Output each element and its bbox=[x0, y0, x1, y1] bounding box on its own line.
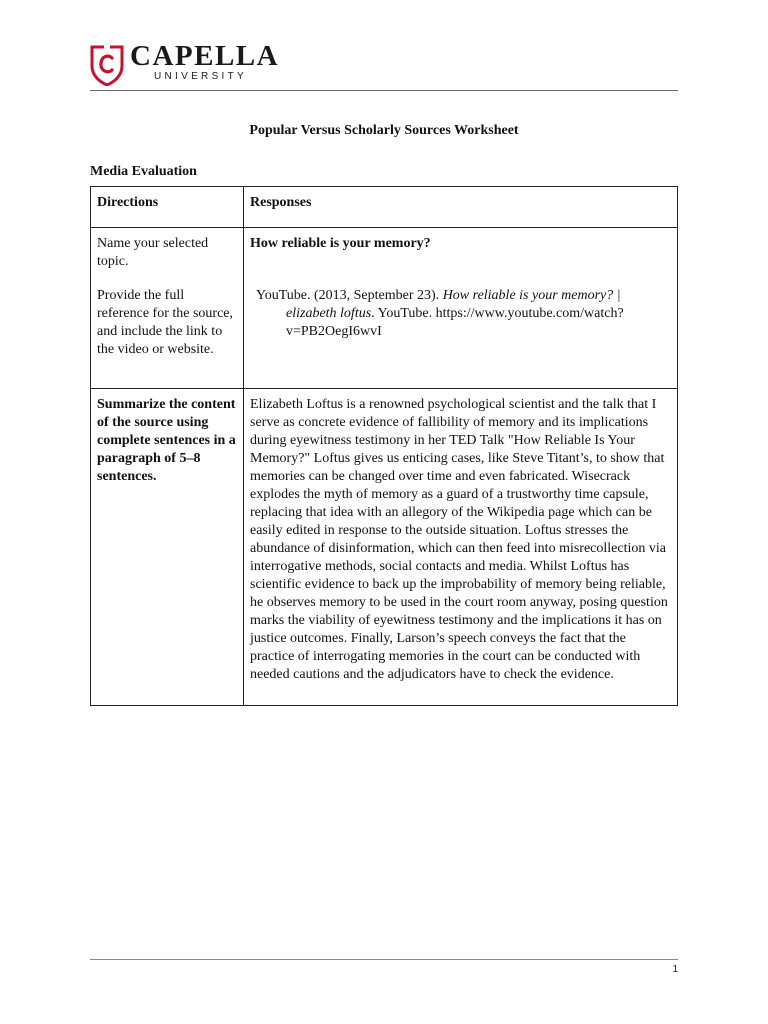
reference-suffix: . YouTube. https://www.youtube.com/watch?v=PB2OegI6wvI bbox=[286, 306, 624, 339]
footer-divider bbox=[90, 959, 678, 960]
document-title: Popular Versus Scholarly Sources Worksheet bbox=[249, 123, 519, 138]
logo-subtitle: UNIVERSITY bbox=[154, 71, 248, 82]
reference-prefix: YouTube. (2013, September 23). bbox=[256, 288, 443, 303]
page-header bbox=[90, 40, 678, 91]
summary-paragraph: Elizabeth Loftus is a renowned psychological scientist and the talk that I serve as concrete evidence of fallibility of memory and its implications during eyewitness testimony in her TED Talk "How Reliable Is Your Memory?" Loftus gives us enticing cases, like Steve Titant’s, to show that memories can be changed over time and even fabricated. Wisecrack explodes the myth of memory as a guard of a trustworthy time capsule, replacing that idea with an allegory of the Wikipedia page which can be easily edited in response to the outside situation. Loftus stresses the abundance of disinformation, which can then feed into misrecollection via interrogative methods, social contacts and media. Whilst Loftus has scientific evidence to back up the improbability of memory being reliable, he observes memory to be used in the court room anyway, posing question marks the viability of eyewitness testimony and the implications it has on justice outcomes. Finally, Larson’s speech conveys the fact that the practice of interrogating memories in the court can be conducted with needed cautions and the adjudicators have to check the evidence. bbox=[250, 397, 668, 682]
table-header-row bbox=[91, 187, 678, 228]
selected-topic: How reliable is your memory? bbox=[250, 236, 431, 251]
table-row bbox=[91, 228, 678, 389]
header-responses: Responses bbox=[244, 187, 678, 228]
logo-name: CAPELLA bbox=[130, 40, 280, 72]
direction-summary: Summarize the content of the source using complete sentences in a paragraph of 5–8 sentences. bbox=[91, 389, 244, 706]
reference-text bbox=[256, 287, 671, 341]
reference-title: How reliable is your memory? | elizabeth loftus bbox=[286, 288, 621, 321]
direction-topic: Name your selected topic. bbox=[97, 236, 209, 269]
response-cell bbox=[244, 228, 678, 389]
direction-reference: Provide the full reference for the source, and include the link to the video or website. bbox=[97, 288, 234, 357]
section-heading: Media Evaluation bbox=[90, 164, 197, 179]
directions-cell bbox=[91, 228, 244, 389]
capella-shield-icon bbox=[90, 44, 124, 86]
summary-cell bbox=[244, 389, 678, 706]
media-evaluation-table bbox=[90, 186, 678, 706]
header-directions: Directions bbox=[91, 187, 244, 228]
page-number: 1 bbox=[672, 964, 678, 975]
table-row bbox=[91, 389, 678, 706]
